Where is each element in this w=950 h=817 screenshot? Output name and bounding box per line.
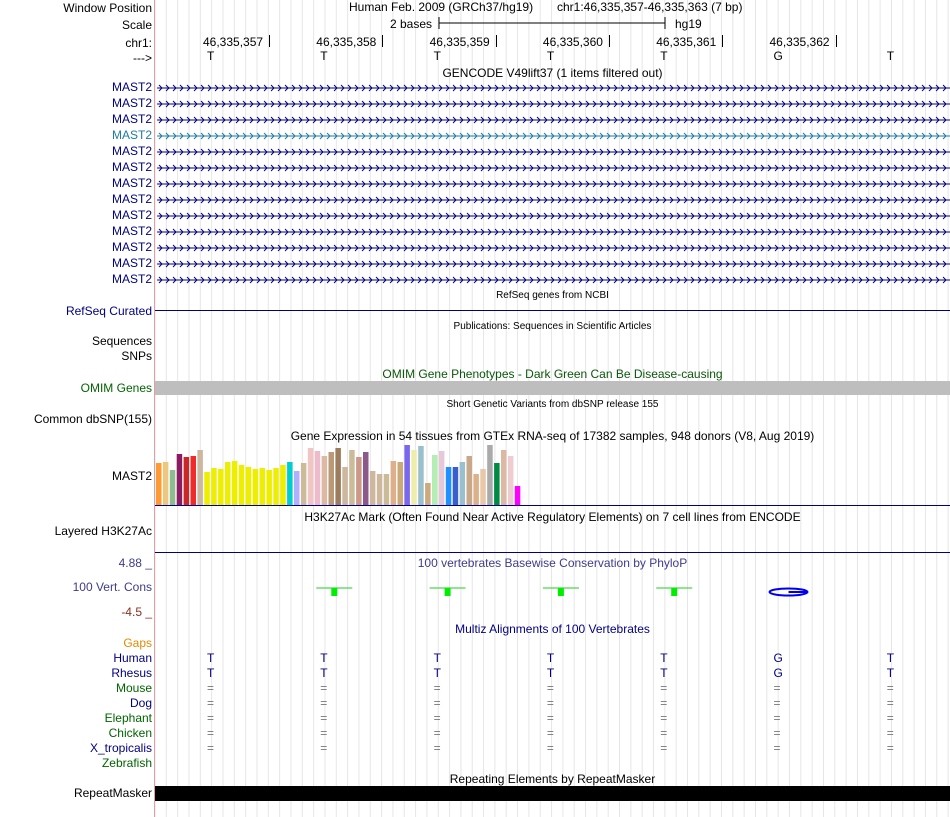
phylop-marks[interactable] (155, 580, 950, 610)
alignment-base: = (207, 696, 215, 710)
gtex-title: Gene Expression in 54 tissues from GTEx RNA-seq of 17382 samples, 948 donors (V8, Aug 2019) (290, 429, 815, 443)
gtex-tissue-bar[interactable] (246, 467, 252, 505)
phylop-score-bar[interactable] (671, 588, 677, 596)
gtex-tissue-bar[interactable] (163, 462, 169, 505)
alignment-base: T (660, 651, 668, 665)
base-letter: T (886, 49, 895, 63)
gencode-transcripts[interactable] (155, 80, 950, 290)
alignment-base: = (886, 681, 894, 695)
gtex-tissue-bar[interactable] (294, 471, 300, 505)
ruler-tick (836, 35, 837, 47)
gtex-tissue-bar[interactable] (239, 465, 245, 505)
gencode-transcript-label[interactable]: MAST2 (111, 240, 152, 254)
gencode-transcript-label[interactable]: MAST2 (111, 224, 152, 238)
ruler-coord: 46,335,358 (316, 35, 377, 49)
gtex-tissue-bar[interactable] (432, 455, 438, 505)
alignment-base: = (320, 741, 328, 755)
species-label[interactable]: Rhesus (111, 666, 152, 680)
alignment-base: = (207, 681, 215, 695)
gtex-tissue-bar[interactable] (487, 445, 493, 505)
phylop-score-bar[interactable] (558, 588, 564, 596)
refseq-title: RefSeq genes from NCBI (496, 290, 609, 301)
gtex-tissue-bar[interactable] (515, 486, 521, 505)
gencode-transcript-label[interactable]: MAST2 (111, 160, 152, 174)
alignment-base: T (320, 666, 328, 680)
gtex-tissue-bar[interactable] (170, 470, 176, 505)
scale-label: Scale (121, 18, 152, 32)
position-text: chr1:46,335,357-46,335,363 (7 bp) (557, 0, 743, 14)
gtex-tissue-bar[interactable] (287, 462, 293, 505)
phylop-score-bar[interactable] (445, 588, 451, 596)
gtex-tissue-bar[interactable] (411, 450, 417, 505)
alignment-base: = (433, 696, 441, 710)
alignment-base: = (886, 696, 894, 710)
scale-db: hg19 (675, 17, 702, 31)
gencode-title: GENCODE V49lift37 (1 items filtered out) (442, 66, 663, 80)
gtex-baseline (155, 505, 950, 506)
gtex-tissue-bar[interactable] (349, 450, 355, 505)
gtex-tissue-bar[interactable] (384, 474, 390, 505)
base-letter: T (546, 49, 555, 63)
scale-bar (438, 15, 668, 31)
ruler-tick (496, 35, 497, 47)
repeatmasker-bar[interactable] (155, 786, 950, 801)
gtex-tissue-bar[interactable] (494, 463, 500, 505)
phylop-max-label: 4.88 _ (118, 556, 152, 570)
base-letter: T (660, 49, 668, 63)
gtex-tissue-bar[interactable] (342, 467, 348, 505)
alignment-base: = (660, 696, 668, 710)
base-letter: T (320, 49, 328, 63)
chr-label: chr1: (125, 36, 152, 50)
gtex-tissue-bar[interactable] (204, 472, 210, 505)
species-label[interactable]: Mouse (115, 681, 152, 695)
alignment-base: = (207, 741, 215, 755)
alignment-base: = (546, 711, 554, 725)
species-label[interactable]: Elephant (104, 711, 152, 725)
gtex-tissue-bar[interactable] (191, 456, 197, 505)
alignment-base: = (773, 741, 781, 755)
alignment-base: T (433, 666, 441, 680)
base-letter: G (773, 49, 783, 63)
gtex-tissue-bar[interactable] (335, 448, 341, 505)
omim-title: OMIM Gene Phenotypes - Dark Green Can Be Disease-causing (382, 367, 723, 381)
gtex-tissue-bar[interactable] (211, 468, 217, 505)
alignment-base: T (207, 666, 215, 680)
publications-label[interactable]: Sequences (91, 334, 152, 348)
gtex-tissue-bar[interactable] (315, 451, 321, 505)
gtex-tissue-bar[interactable] (501, 450, 507, 505)
gtex-tissue-bar[interactable] (280, 465, 286, 505)
gtex-tissue-bar[interactable] (184, 457, 190, 505)
h3k27ac-label[interactable]: Layered H3K27Ac (54, 524, 152, 538)
gtex-tissue-bar[interactable] (197, 450, 203, 505)
alignment-base: = (773, 696, 781, 710)
refseq-label[interactable]: RefSeq Curated (65, 304, 152, 318)
gtex-tissue-bar[interactable] (439, 451, 445, 505)
phylop-title: 100 vertebrates Basewise Conservation by PhyloP (417, 556, 688, 570)
gtex-tissue-bar[interactable] (308, 448, 314, 505)
alignment-base: = (320, 711, 328, 725)
phylop-score-bar[interactable] (331, 588, 337, 596)
ruler-tick (382, 35, 383, 47)
ruler-tick (722, 35, 723, 47)
gencode-transcript-label[interactable]: MAST2 (111, 176, 152, 190)
gtex-tissue-bar[interactable] (453, 467, 459, 505)
omim-bar[interactable] (155, 381, 950, 395)
alignment-base: T (546, 666, 555, 680)
assembly-name: Human Feb. 2009 (GRCh37/hg19) (349, 0, 534, 14)
alignment-base: = (546, 741, 554, 755)
gtex-tissue-bar[interactable] (356, 457, 362, 505)
omim-label[interactable]: OMIM Genes (80, 381, 152, 395)
alignment-base: = (660, 681, 668, 695)
species-label[interactable]: Zebrafish (101, 756, 152, 770)
alignment-base: = (660, 711, 668, 725)
gtex-tissue-bar[interactable] (218, 469, 224, 505)
ruler-coord: 46,335,359 (429, 35, 490, 49)
gtex-tissue-bar[interactable] (260, 468, 266, 505)
gtex-tissue-bar[interactable] (467, 456, 473, 505)
alignment-base: = (433, 726, 441, 740)
gtex-tissue-bar[interactable] (480, 469, 486, 505)
alignment-base: = (433, 711, 441, 725)
alignment-base: = (546, 681, 554, 695)
gtex-tissue-bar[interactable] (460, 462, 466, 505)
gtex-tissue-bar[interactable] (404, 445, 410, 505)
gencode-transcript-label[interactable]: MAST2 (111, 256, 152, 270)
gtex-tissue-bar[interactable] (418, 446, 424, 505)
base-letter: T (207, 49, 215, 63)
gtex-tissue-bar[interactable] (473, 474, 479, 505)
alignment-base: T (320, 651, 328, 665)
multiz-gaps-label[interactable]: Gaps (123, 636, 152, 650)
alignment-base: = (320, 696, 328, 710)
base-letter: T (433, 49, 441, 63)
ruler-tick (609, 35, 610, 47)
repeatmasker-label[interactable]: RepeatMasker (73, 786, 152, 800)
phylop-min-label: -4.5 _ (121, 605, 152, 619)
publications-title: Publications: Sequences in Scientific Articles (453, 321, 652, 332)
gencode-transcript-label[interactable]: MAST2 (111, 208, 152, 222)
species-label[interactable]: Dog (129, 696, 152, 710)
gencode-transcript-label[interactable]: MAST2 (111, 112, 152, 126)
window-position-label: Window Position (63, 1, 152, 15)
gtex-tissue-bar[interactable] (329, 452, 335, 505)
gtex-tissue-bar[interactable] (177, 454, 183, 505)
alignment-base: G (773, 651, 783, 665)
gencode-transcript-label[interactable]: MAST2 (111, 80, 152, 94)
species-label[interactable]: Human (113, 651, 152, 665)
species-label[interactable]: X_tropicalis (89, 741, 152, 755)
gencode-transcript-label[interactable]: MAST2 (111, 144, 152, 158)
alignment-base: = (886, 726, 894, 740)
alignment-base: = (886, 741, 894, 755)
scale-text: 2 bases (390, 17, 433, 31)
alignment-base: T (660, 666, 668, 680)
alignment-base: = (886, 711, 894, 725)
ruler-coord: 46,335,357 (203, 35, 264, 49)
alignment-base: = (546, 696, 554, 710)
ruler-coord: 46,335,360 (542, 35, 603, 49)
gtex-tissue-bar[interactable] (508, 456, 514, 505)
alignment-base: T (886, 651, 895, 665)
gtex-tissue-bar[interactable] (398, 462, 404, 505)
phylop-label[interactable]: 100 Vert. Cons (72, 580, 152, 594)
gtex-tissue-bar[interactable] (322, 456, 328, 505)
ruler-tick (269, 35, 270, 47)
gtex-tissue-bar[interactable] (391, 461, 397, 505)
dbsnp-label[interactable]: Common dbSNP(155) (33, 412, 152, 426)
snps-label[interactable]: SNPs (121, 349, 152, 363)
gtex-label[interactable]: MAST2 (111, 469, 152, 483)
alignment-base: = (433, 681, 441, 695)
alignment-base: = (320, 681, 328, 695)
species-label[interactable]: Chicken (108, 726, 152, 740)
gencode-transcript-label[interactable]: MAST2 (111, 192, 152, 206)
alignment-base: = (207, 726, 215, 740)
h3k27ac-baseline (155, 552, 950, 553)
gtex-tissue-bar[interactable] (225, 462, 231, 505)
gtex-tissue-bar[interactable] (301, 463, 307, 505)
alignment-base: T (886, 666, 895, 680)
dbsnp-title: Short Genetic Variants from dbSNP release 155 (446, 399, 659, 410)
gtex-tissue-bar[interactable] (446, 467, 452, 505)
gtex-tissue-bar[interactable] (363, 452, 369, 505)
alignment-base: = (773, 681, 781, 695)
gtex-tissue-bar[interactable] (370, 471, 376, 505)
alignment-base: = (660, 741, 668, 755)
gencode-transcript-label[interactable]: MAST2 (111, 96, 152, 110)
alignment-base: = (660, 726, 668, 740)
gtex-tissue-bar[interactable] (266, 470, 272, 505)
alignment-base: = (773, 711, 781, 725)
alignment-base: G (773, 666, 783, 680)
gencode-transcript-label[interactable]: MAST2 (111, 128, 152, 142)
gtex-tissue-bar[interactable] (425, 483, 431, 505)
alignment-base: T (433, 651, 441, 665)
h3k27ac-title: H3K27Ac Mark (Often Found Near Active Regulatory Elements) on 7 cell lines from ENCODE (304, 510, 801, 524)
alignment-base: = (207, 711, 215, 725)
ruler-coord: 46,335,361 (656, 35, 717, 49)
gtex-tissue-bar[interactable] (273, 468, 279, 505)
ruler-coord: 46,335,362 (769, 35, 830, 49)
gencode-transcript-label[interactable]: MAST2 (111, 272, 152, 286)
gtex-bar-chart[interactable] (155, 443, 555, 506)
refseq-line[interactable] (155, 310, 950, 311)
alignment-base: = (433, 741, 441, 755)
alignment-base: = (773, 726, 781, 740)
strand-label: ---> (133, 51, 152, 65)
alignment-base: = (546, 726, 554, 740)
multiz-title: Multiz Alignments of 100 Vertebrates (455, 622, 650, 636)
gtex-tissue-bar[interactable] (156, 463, 162, 505)
gtex-tissue-bar[interactable] (232, 461, 238, 505)
browser-image[interactable] (155, 0, 950, 817)
alignment-base: T (207, 651, 215, 665)
alignment-base: T (546, 651, 555, 665)
repeatmasker-title: Repeating Elements by RepeatMasker (449, 772, 656, 786)
gtex-tissue-bar[interactable] (377, 474, 383, 505)
alignment-base: = (320, 726, 328, 740)
gtex-tissue-bar[interactable] (253, 469, 259, 505)
